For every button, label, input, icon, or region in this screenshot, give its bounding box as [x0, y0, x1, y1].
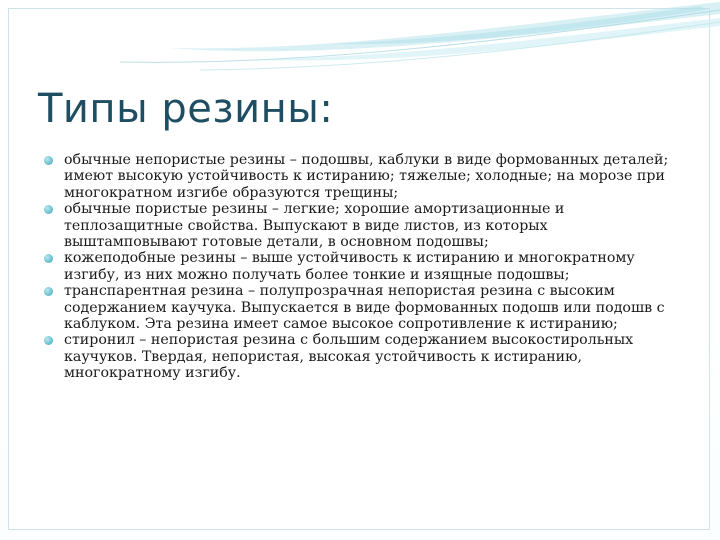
bullet-text: кожеподобные резины – выше устойчивость к истиранию и многократному изгибу, из них можно получать более тонкие и изящные подошвы; — [64, 250, 635, 283]
bullet-text: транспарентная резина – полупрозрачная непористая резина с высоким содержанием каучука. Выпускается в виде формованных подошв или подошв с каблуком. Эта резина имеет самое высокое сопротивление к истиранию; — [64, 283, 665, 333]
bullet-item — [44, 283, 684, 332]
bullet-text: обычные непористые резины – подошвы, каблуки в виде формованных деталей; имеют высокую устойчивость к истиранию; тяжелые; холодные; на морозе при многократном изгибе образуются трещины; — [64, 152, 669, 201]
bullet-item — [44, 152, 684, 201]
bullet-dot-icon — [44, 336, 53, 345]
bullet-text: обычные пористые резины – легкие; хорошие амортизационные и теплозащитные свойства. Выпускают в виде листов, из которых выштамповывают готовые детали, в основном подошвы; — [64, 201, 565, 251]
bullet-dot-icon — [44, 254, 53, 263]
swoosh-band-2 — [250, 18, 720, 60]
bullet-dot-icon — [44, 205, 53, 214]
bullet-item — [44, 201, 684, 250]
bullet-item — [44, 332, 684, 381]
swoosh-band-1 — [170, 2, 720, 51]
slide-title: Типы резины: — [38, 86, 334, 132]
bullet-item — [44, 250, 684, 283]
bullet-list — [44, 152, 684, 382]
bullet-text: стиронил – непористая резина с большим содержанием высокостирольных каучуков. Твердая, непористая, высокая устойчивость к истиранию, многократному изгибу. — [64, 332, 634, 382]
bullet-dot-icon — [44, 156, 53, 165]
bullet-dot-icon — [44, 287, 53, 296]
